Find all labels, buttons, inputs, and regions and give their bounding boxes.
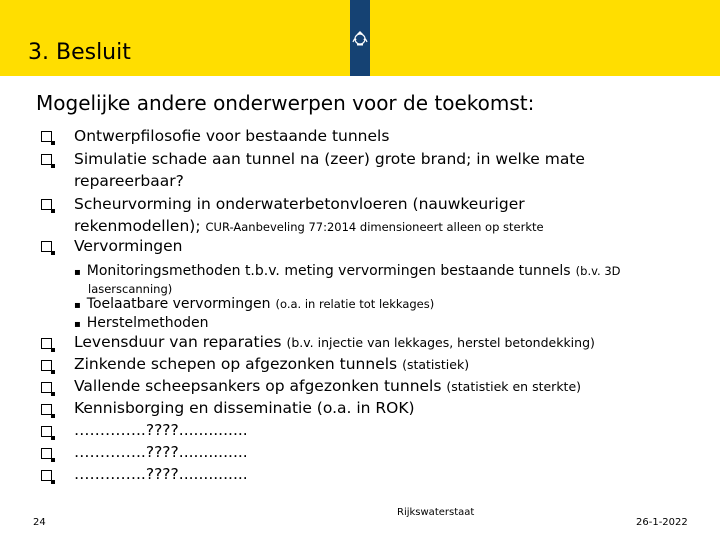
item-text: Vervormingen: [74, 237, 183, 255]
sub-item-text: Herstelmethoden: [86, 315, 209, 331]
item-text: Vallende scheepsankers op afgezonken tunnels: [74, 377, 442, 395]
item-note: CUR-Aanbeveling 77:2014 dimensioneert alleen op sterkte: [205, 220, 544, 234]
item-text: Simulatie schade aan tunnel na (zeer) grote brand; in welke mate: [74, 150, 585, 168]
item-note: (statistiek en sterkte): [446, 379, 582, 394]
item-text: Zinkende schepen op afgezonken tunnels: [74, 355, 398, 373]
sub-item: [74, 312, 209, 331]
item-text: …………..????..............: [74, 421, 248, 439]
checkbox-bullet-icon: [41, 448, 52, 459]
item-text-continued: rekenmodellen);: [74, 217, 201, 235]
checkbox-bullet-icon: [41, 154, 52, 165]
item-text: …………..????..............: [74, 465, 248, 483]
slide-date: 26-1-2022: [636, 517, 688, 528]
checkbox-bullet-icon: [41, 241, 52, 252]
checkbox-bullet-icon: [41, 338, 52, 349]
item-text: Scheurvorming in onderwaterbetonvloeren (nauwkeuriger: [74, 195, 525, 213]
item-note: (statistiek): [402, 357, 470, 372]
checkbox-bullet-icon: [41, 131, 52, 142]
item-text: Kennisborging en disseminatie (o.a. in ROK): [74, 399, 415, 417]
item-note: (b.v. injectie van lekkages, herstel betondekking): [286, 335, 595, 350]
checkbox-bullet-icon: [41, 470, 52, 481]
page-number: 24: [33, 517, 46, 528]
checkbox-bullet-icon: [41, 360, 52, 371]
item-text: …………..????..............: [74, 443, 248, 461]
organization-name: Rijkswaterstaat: [397, 507, 475, 518]
checkbox-bullet-icon: [41, 199, 52, 210]
square-bullet-icon: ▪: [74, 267, 81, 278]
section-title: 3. Besluit: [28, 40, 131, 65]
checkbox-bullet-icon: [41, 382, 52, 393]
item-text: Levensduur van reparaties: [74, 333, 282, 351]
item-text: Ontwerpfilosofie voor bestaande tunnels: [74, 127, 390, 145]
slide-heading: Mogelijke andere onderwerpen voor de toekomst:: [36, 91, 535, 115]
square-bullet-icon: ▪: [74, 319, 81, 330]
sub-item-text: Toelaatbare vervormingen: [86, 296, 271, 312]
sub-item-note: laserscanning): [88, 282, 173, 296]
sub-item-note: (o.a. in relatie tot lekkages): [275, 297, 435, 311]
header-bar: [0, 0, 720, 76]
sub-item-note: (b.v. 3D: [575, 264, 621, 278]
coat-of-arms-icon: [351, 30, 369, 46]
checkbox-bullet-icon: [41, 426, 52, 437]
sub-item: [74, 260, 621, 279]
sub-item: [74, 293, 434, 312]
item-text-continued: repareerbaar?: [74, 172, 184, 190]
sub-item-text: Monitoringsmethoden t.b.v. meting vervormingen bestaande tunnels: [86, 263, 571, 279]
rijksoverheid-logo: [350, 0, 370, 76]
square-bullet-icon: ▪: [74, 300, 81, 311]
checkbox-bullet-icon: [41, 404, 52, 415]
